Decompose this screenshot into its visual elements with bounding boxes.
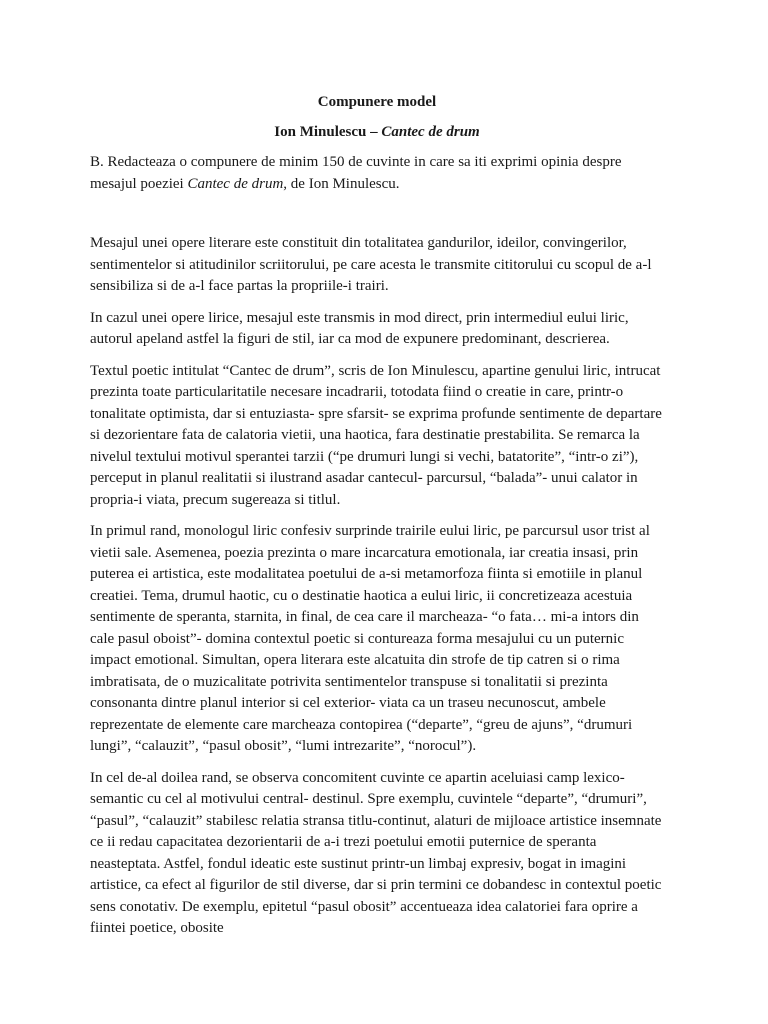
paragraph-3: Textul poetic intitulat “Cantec de drum”, scris de Ion Minulescu, apartine genului liric, intrucat prezinta toate particularitatile necesare incadrarii, totodata fiind o creatie in care, printr-o tonalitate optimista, dar si entuziasta- spre sfarsit- se exprima profunde sentimente de departare si dezorientare fata de calatoria vietii, una haotica, fara destinatie prestabilita. Se remarca la nivelul textului motivul sperantei tarzii (“pe drumuri lungi si vechi, batatorite”, “intr-o zi”), perceput in planul realitatii si ilustrand asadar cantecul- parcursul, “balada”- unui calator in propria-i viata, precum sugereaza si titlul. xyxy=(90,362,662,508)
subtitle-work: Cantec de drum xyxy=(381,124,480,140)
prompt-text-before: B. Redacteaza o compunere de minim 150 de cuvinte in care sa iti exprimi opinia despre mesajul poeziei xyxy=(90,154,622,192)
prompt-work-title: Cantec de drum xyxy=(187,175,284,192)
paragraph-2: In cazul unei opere lirice, mesajul este transmis in mod direct, prin intermediul eului liric, autorul apeland astfel la figuri de stil, iar ca mod de expunere predominant, descrierea. xyxy=(90,309,629,347)
prompt-text-after: , de Ion Minulescu. xyxy=(283,175,400,192)
subtitle-author: Ion Minulescu – xyxy=(274,124,382,140)
document-subtitle xyxy=(90,122,664,142)
paragraph-5: In cel de-al doilea rand, se observa concomitent cuvinte ce apartin aceluiasi camp lexico-semantic cu cel al motivului central- destinul. Spre exemplu, cuvintele “departe”, “drumuri”, “pasul”, “calauzit” stabilesc relatia stransa titlu-continut, alaturi de mijloace artistice insemnate ce ii redau capacitatea dezorientarii de a-i trezi poetului emotii puternice de speranta neasteptata. Astfel, fondul ideatic este sustinut printr-un limbaj expresiv, bogat in imagini artistice, ca efect al figurilor de stil diverse, dar si prin termini ce dobandesc in contextul poetic sens conotativ. De exemplu, epitetul “pasul obosit” accentueaza idea calatoriei fara oprire a fiintei poetice, obosite xyxy=(90,769,662,936)
document-heading: Compunere model xyxy=(317,94,437,110)
paragraph-4: In primul rand, monologul liric confesiv surprinde trairile eului liric, pe parcursul usor trist al vietii sale. Asemenea, poezia prezinta o mare incarcatura emotionala, iar creatia insasi, prin puterea ei artistica, este modalitatea poetului de a-si metamorfoza fiinta si emotiile in planul creatiei. Tema, drumul haotic, cu o destinatie haotica a eului liric, ii concretizeaza acestuia sentimente de speranta, starnita, in final, de cea care il marcheaza- “o fata… mi-a intors din cale pasul oboist”- domina contextul poetic si contureaza forma mesajului cu un puternic impact emotional. Simultan, opera literara este alcatuita din strofe de tip catren si o rima imbratisata, de o muzicalitate potrivita sentimentelor transpuse si tonalitatii si prezinta consonanta dintre planul interior si cel exterior- viata ca un traseu necunoscut, ambele reprezentate de elemente care marcheaza contopirea (“departe”, “greu de ajuns”, “drumuri lungi”, “calauzit”, “pasul obosit”, “lumi intrezarite”, “norocul”). xyxy=(90,523,650,754)
paragraph-1: Mesajul unei opere literare este constituit din totalitatea gandurilor, ideilor, convingerilor, sentimentelor si atitudinilor scriitorului, pe care acesta le transmite cititorului cu scopul de a-l sensibiliza si de a-l face partas la propriile-i trairi. xyxy=(90,235,652,294)
assignment-prompt xyxy=(90,152,664,195)
